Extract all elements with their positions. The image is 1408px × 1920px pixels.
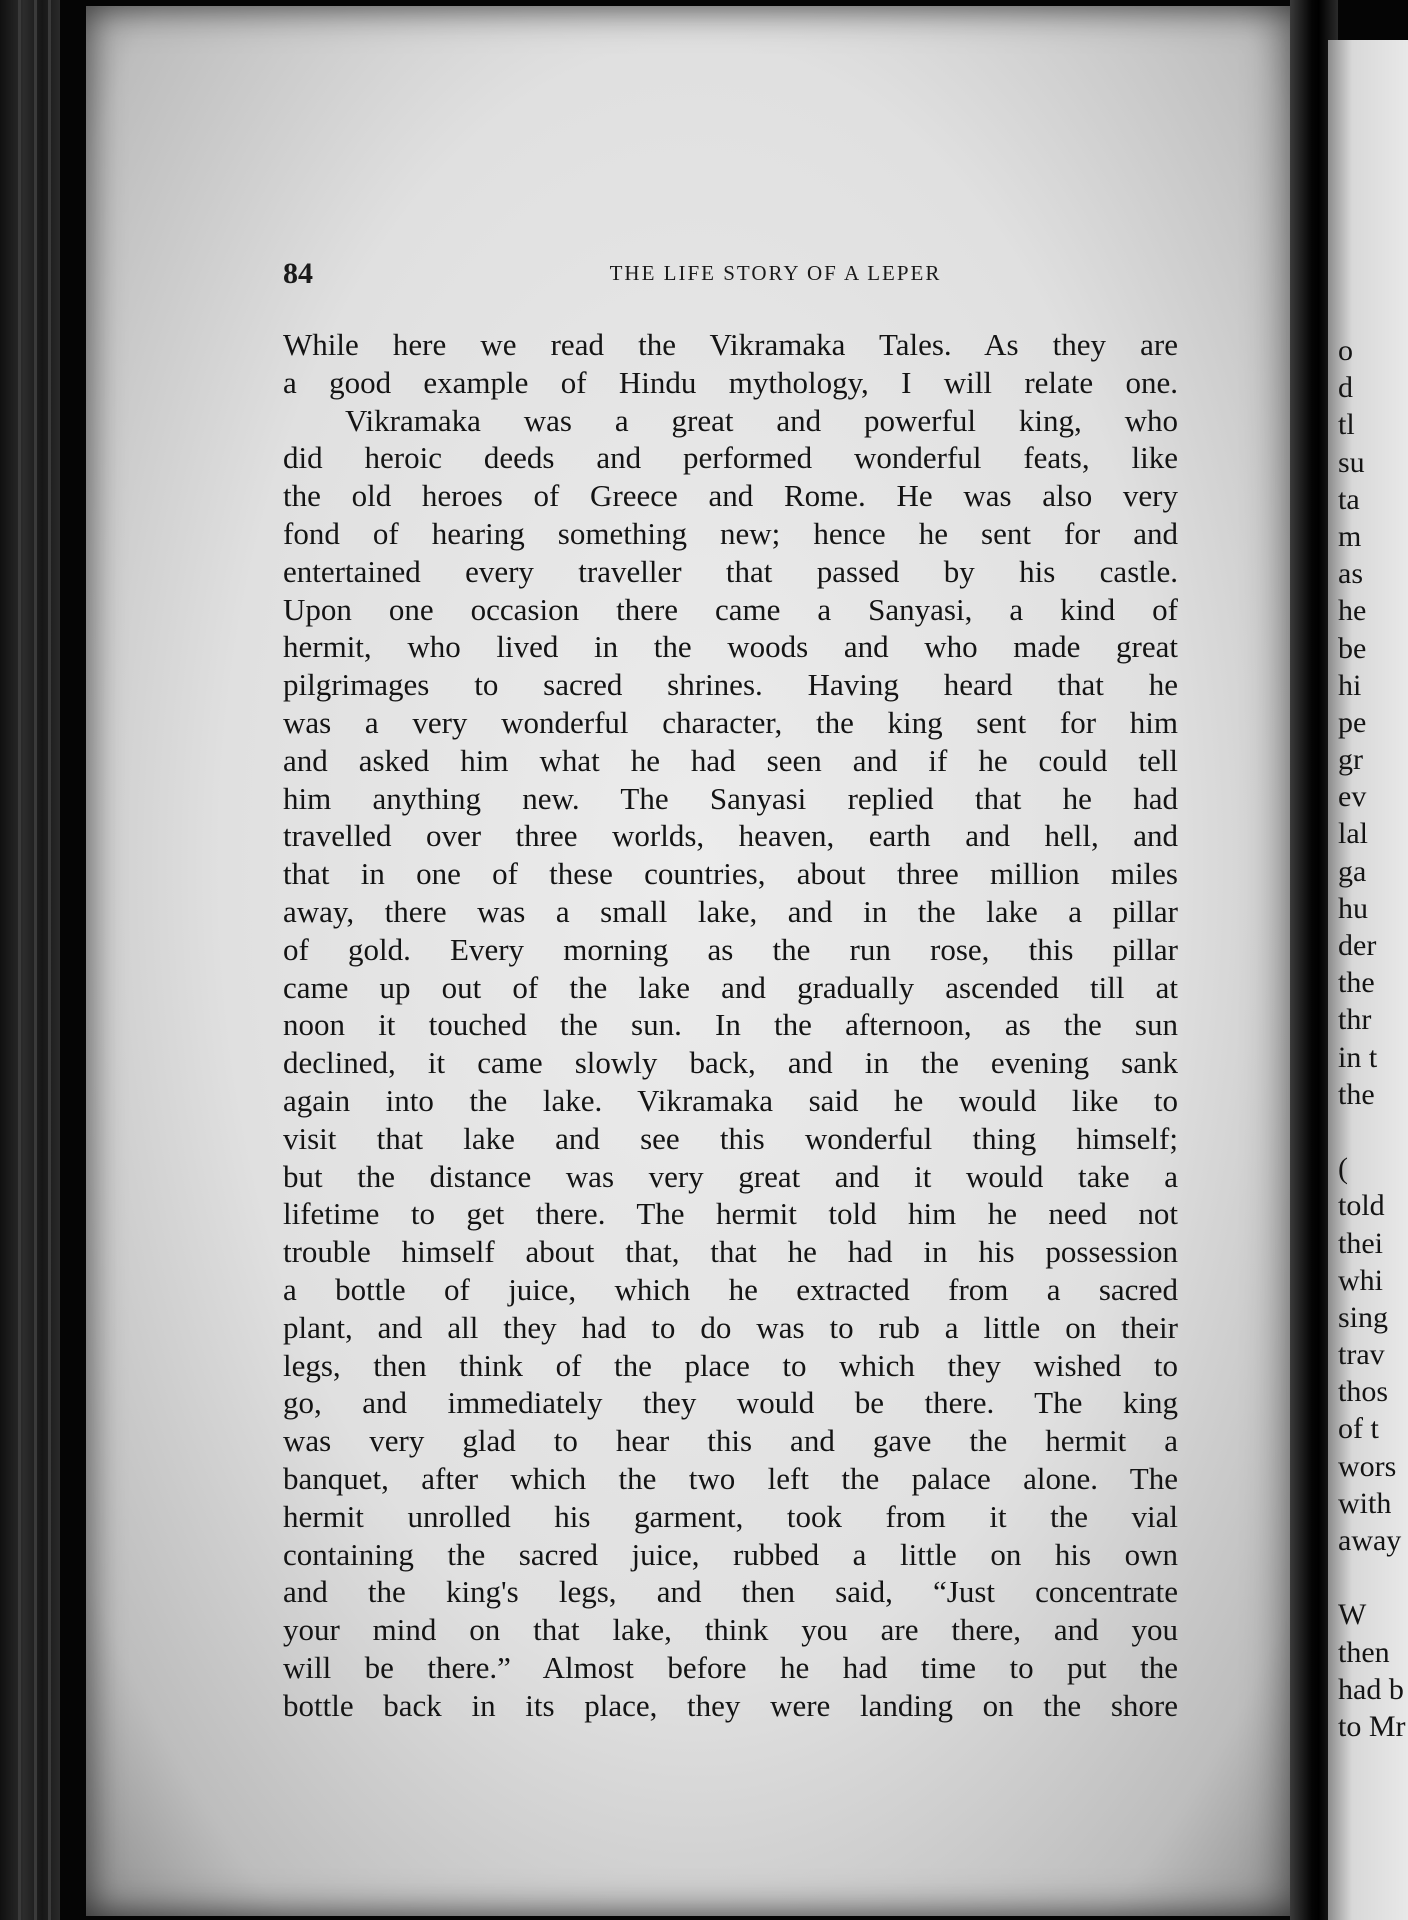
text-line: legs, then think of the place to which they wished to [283,1347,1178,1383]
facing-page-line: then [1338,1635,1390,1669]
text-line: plant, and all they had to do was to rub a little on their [283,1309,1178,1345]
facing-page-line: m [1338,519,1362,553]
text-line: hermit, who lived in the woods and who made great [283,629,1178,665]
text-line: bottle back in its place, they were landing on the shore [283,1687,1178,1723]
text-line: Upon one occasion there came a Sanyasi, a kind of [283,591,1178,627]
facing-page-line: d [1338,371,1353,405]
book-left-edge [0,0,60,1920]
facing-page-line: thr [1338,1003,1372,1037]
facing-page-line: whi [1338,1263,1383,1297]
facing-page-text [1338,332,1408,1745]
facing-page-line: the [1338,966,1375,1000]
facing-page-line: der [1338,929,1377,962]
text-line: fond of hearing something new; hence he sent for and [283,515,1178,551]
text-line: lifetime to get there. The hermit told him he need not [283,1196,1178,1232]
facing-page-line: tl [1338,408,1355,442]
facing-page-line: trav [1338,1338,1385,1372]
text-line: the old heroes of Greece and Rome. He was also very [283,478,1178,514]
text-line: banquet, after which the two left the palace alone. The [283,1460,1178,1496]
text-line: hermit unrolled his garment, took from it the vial [283,1498,1178,1534]
text-line: of gold. Every morning as the run rose, this pillar [283,931,1178,967]
facing-page-line: wors [1338,1449,1397,1483]
page-number: 84 [283,257,313,290]
body-text [283,326,1178,1724]
text-line: and asked him what he had seen and if he could tell [283,742,1178,778]
page-header [283,257,1178,297]
facing-page-line: be [1338,631,1367,665]
facing-page-line: to Mr [1338,1709,1406,1743]
facing-page-line [1338,1113,1408,1150]
facing-page-line: had b [1338,1672,1404,1706]
facing-page-line: of t [1338,1412,1379,1446]
facing-page-line: he [1338,594,1367,628]
facing-page-line [1338,1559,1408,1596]
text-line: away, there was a small lake, and in the lake a pillar [283,893,1178,929]
facing-page-line: hi [1338,668,1362,702]
facing-page-line: gr [1338,743,1363,777]
facing-page-line: ( [1338,1152,1348,1186]
facing-page-line: pe [1338,705,1367,739]
text-line: but the distance was very great and it would take a [283,1158,1178,1194]
text-line: go, and immediately they would be there. The king [283,1385,1178,1421]
facing-page-line: ta [1338,482,1360,516]
facing-page-line: with [1338,1486,1392,1520]
text-line: came up out of the lake and gradually ascended till at [283,969,1178,1005]
facing-page-line: away [1338,1524,1402,1557]
facing-page-line: as [1338,557,1363,591]
page-edge-line [48,0,51,1920]
facing-page-line: su [1338,445,1365,479]
text-line: Vikramaka was a great and powerful king, who [345,402,1178,438]
page-edge-line [18,0,21,1920]
page-edge-line [34,0,37,1920]
text-line: did heroic deeds and performed wonderful feats, like [283,440,1178,476]
text-line: a good example of Hindu mythology, I will relate one. [283,364,1178,400]
text-line: a bottle of juice, which he extracted from a sacred [283,1271,1178,1307]
text-line: and the king's legs, and then said, “Just concentrate [283,1574,1178,1610]
facing-page-line: told [1338,1189,1385,1223]
text-line: declined, it came slowly back, and in the evening sank [283,1045,1178,1081]
text-line: again into the lake. Vikramaka said he would like to [283,1082,1178,1118]
facing-page-line: in t [1338,1040,1378,1074]
running-head: THE LIFE STORY OF A LEPER [609,261,942,285]
facing-page-line: ga [1338,854,1367,888]
text-line: entertained every traveller that passed by his castle. [283,553,1178,589]
text-line: him anything new. The Sanyasi replied that he had [283,780,1178,816]
text-line: travelled over three worlds, heaven, earth and hell, and [283,818,1178,854]
text-line: was a very wonderful character, the king sent for him [283,704,1178,740]
text-line: trouble himself about that, that he had in his possession [283,1234,1178,1270]
facing-page-line: W [1338,1598,1367,1632]
text-line: noon it touched the sun. In the afternoon, as the sun [283,1007,1178,1043]
facing-page-line: sing [1338,1300,1389,1334]
text-line: your mind on that lake, think you are there, and you [283,1612,1178,1648]
facing-page-line: hu [1338,891,1368,925]
text-line: was very glad to hear this and gave the hermit a [283,1423,1178,1459]
text-line: that in one of these countries, about three million miles [283,856,1178,892]
text-line: While here we read the Vikramaka Tales. As they are [283,327,1178,362]
facing-page-line: lal [1338,817,1368,851]
facing-page-line: thei [1338,1226,1383,1260]
text-line: visit that lake and see this wonderful thing himself; [283,1120,1178,1156]
text-line: containing the sacred juice, rubbed a little on his own [283,1536,1178,1572]
text-line: pilgrimages to sacred shrines. Having heard that he [283,667,1178,703]
facing-page-line: o [1338,334,1353,367]
facing-page-line: thos [1338,1375,1389,1409]
facing-page-line: ev [1338,780,1367,814]
text-line: will be there.” Almost before he had time to put the [283,1649,1178,1685]
facing-page-line: the [1338,1077,1375,1111]
